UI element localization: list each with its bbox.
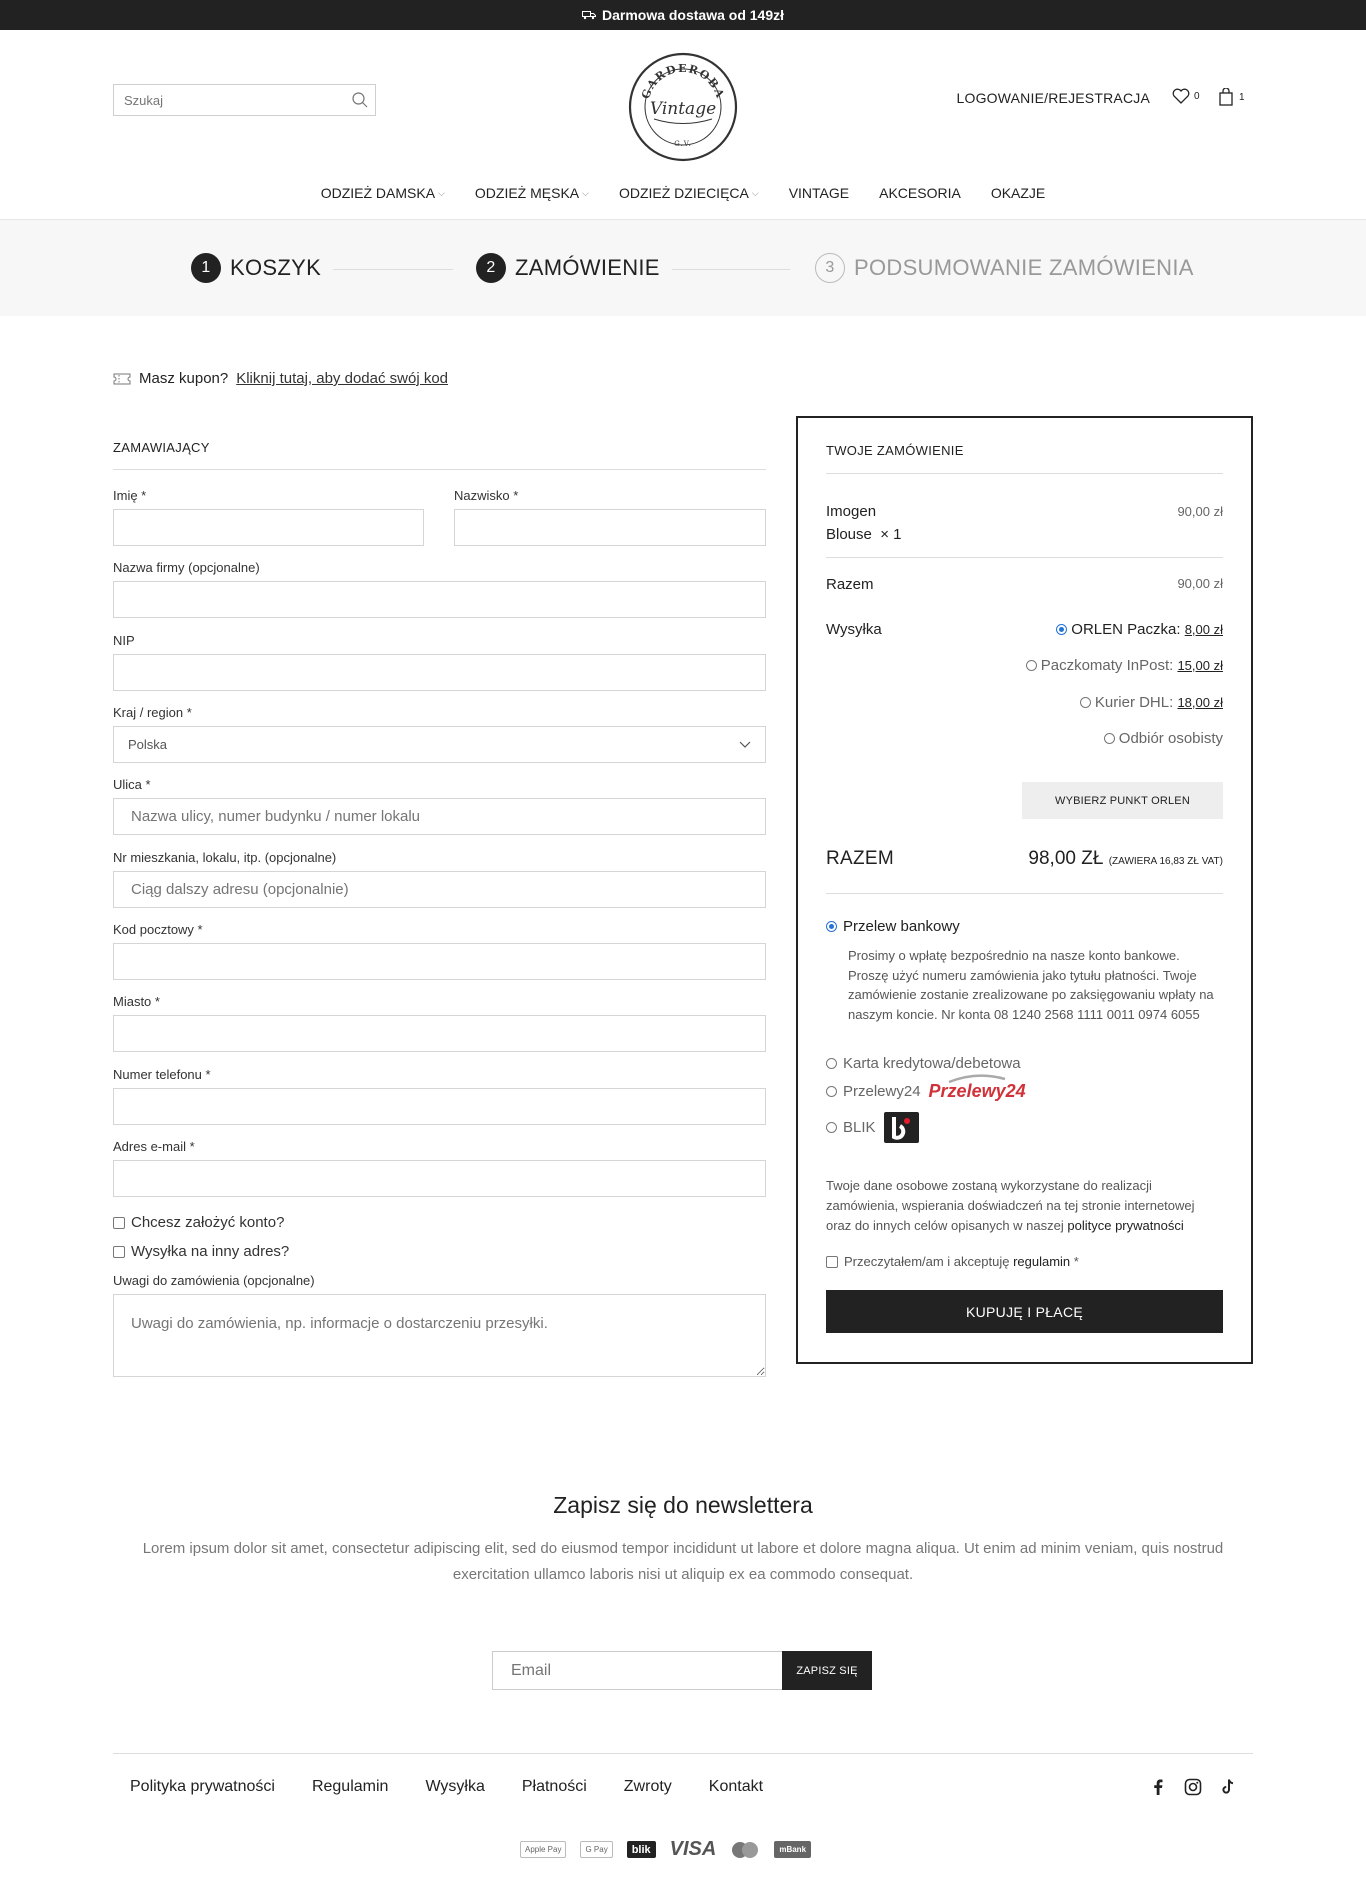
divider bbox=[826, 557, 1223, 558]
footer-divider bbox=[113, 1753, 1253, 1754]
cart-button[interactable] bbox=[1219, 88, 1245, 106]
privacy-policy-link[interactable]: polityce prywatności bbox=[1067, 1218, 1184, 1233]
instagram-icon[interactable] bbox=[1184, 1778, 1202, 1796]
checkout-steps bbox=[0, 220, 1366, 316]
radio[interactable] bbox=[826, 1058, 837, 1069]
country-select[interactable] bbox=[113, 726, 766, 763]
field-label: Numer telefonu * bbox=[113, 1067, 211, 1082]
search-icon[interactable] bbox=[345, 92, 375, 108]
subtotal-row bbox=[826, 576, 1223, 593]
field-label: Nazwisko * bbox=[454, 488, 519, 503]
field-label: Uwagi do zamówienia (opcjonalne) bbox=[113, 1273, 315, 1288]
apple-pay-icon: Apple Pay bbox=[520, 1841, 566, 1858]
logo-top-text: GARDEROBA bbox=[639, 61, 727, 101]
truck-icon bbox=[582, 10, 596, 20]
company-input[interactable] bbox=[113, 581, 766, 618]
newsletter-title: Zapisz się do newslettera bbox=[553, 1492, 813, 1518]
terms-link[interactable]: regulamin bbox=[1013, 1254, 1071, 1269]
nav-item-vintage[interactable]: VINTAGE bbox=[788, 185, 850, 201]
chevron-down-icon: ⌵ bbox=[751, 187, 759, 198]
create-account-checkbox[interactable] bbox=[113, 1214, 284, 1231]
cart-count: 1 bbox=[1239, 91, 1245, 103]
field-label: NIP bbox=[113, 633, 135, 648]
total-row bbox=[826, 848, 1223, 870]
postcode-input[interactable] bbox=[113, 943, 766, 980]
step-label: KOSZYK bbox=[230, 255, 322, 280]
mbank-icon: mBank bbox=[774, 1841, 811, 1858]
subtotal-label: Razem bbox=[826, 576, 874, 593]
company-field bbox=[113, 560, 766, 618]
subtotal-value: 90,00 zł bbox=[1177, 576, 1223, 591]
main-nav bbox=[0, 185, 1366, 201]
step-label: PODSUMOWANIE ZAMÓWIENIA bbox=[854, 255, 1194, 280]
step-divider bbox=[672, 269, 790, 270]
newsletter-text: Lorem ipsum dolor sit amet, consectetur adipiscing elit, sed do eiusmod tempor incididunt ut labore et dolore magna aliqua. Ut enim ad minim veniam, quis nostrud exercitation ullamco laboris nisi ut aliquip ex ea commodo consequat. bbox=[142, 1540, 1224, 1583]
nav-item-odziez-dziecieca[interactable]: ODZIEŻ DZIECIĘCA ⌵ bbox=[618, 185, 759, 201]
nip-field bbox=[113, 633, 766, 691]
last-name-input[interactable] bbox=[454, 509, 766, 546]
divider bbox=[826, 893, 1223, 894]
footer-link-shipping[interactable]: Wysyłka bbox=[425, 1778, 485, 1795]
payment-blik[interactable]: BLIK bbox=[826, 1112, 919, 1143]
product-qty: × 1 bbox=[880, 526, 902, 543]
footer-link-returns[interactable]: Zwroty bbox=[623, 1778, 672, 1795]
step-cart[interactable] bbox=[191, 253, 321, 283]
field-label: Kod pocztowy * bbox=[113, 922, 203, 937]
social-links bbox=[1150, 1778, 1236, 1796]
shipping-label: Wysyłka bbox=[826, 621, 882, 638]
nav-item-okazje[interactable]: OKAZJE bbox=[990, 185, 1046, 201]
place-order-button[interactable]: KUPUJĘ I PŁACĘ bbox=[826, 1290, 1223, 1333]
terms-checkbox[interactable]: Przeczytałem/am i akceptuję regulamin * bbox=[826, 1254, 1079, 1269]
shipping-option-inpost[interactable]: Paczkomaty InPost: 15,00 zł bbox=[1026, 657, 1223, 674]
total-value: 98,00 ZŁ bbox=[1028, 848, 1104, 869]
step-divider bbox=[333, 269, 453, 270]
country-value: Polska bbox=[128, 737, 168, 752]
blik-logo bbox=[884, 1112, 919, 1143]
order-item bbox=[826, 500, 1223, 546]
product-name-2: Blouse bbox=[826, 526, 872, 543]
payment-bank-transfer[interactable]: Przelew bankowy bbox=[826, 918, 960, 935]
product-name: Imogen bbox=[826, 503, 877, 520]
shipping-option-dhl[interactable]: Kurier DHL: 18,00 zł bbox=[1080, 694, 1223, 711]
step-number: 2 bbox=[476, 253, 506, 283]
shipping-banner bbox=[0, 0, 1366, 30]
radio-selected[interactable] bbox=[1056, 624, 1067, 635]
city-field bbox=[113, 994, 766, 1052]
login-register-link[interactable]: LOGOWANIE/REJESTRACJA bbox=[956, 90, 1150, 106]
search-box bbox=[113, 84, 376, 116]
phone-input[interactable] bbox=[113, 1088, 766, 1125]
payment-przelewy24[interactable]: Przelewy24 Przelewy24 bbox=[826, 1081, 1026, 1102]
field-label: Ulica * bbox=[113, 777, 151, 792]
site-header bbox=[0, 30, 1366, 220]
field-label: Imię * bbox=[113, 488, 147, 503]
step-summary bbox=[815, 253, 1194, 283]
google-pay-icon: G Pay bbox=[580, 1841, 612, 1858]
postcode-field bbox=[113, 922, 766, 980]
radio[interactable] bbox=[826, 1086, 837, 1097]
field-label: Nazwa firmy (opcjonalne) bbox=[113, 560, 260, 575]
shipping-option-pickup[interactable]: Odbiór osobisty bbox=[1104, 730, 1223, 747]
order-notes-field bbox=[113, 1273, 766, 1380]
ship-different-checkbox[interactable] bbox=[113, 1243, 289, 1260]
radio[interactable] bbox=[1104, 733, 1115, 744]
choose-orlen-point-button[interactable]: WYBIERZ PUNKT ORLEN bbox=[1022, 782, 1223, 819]
payment-methods bbox=[520, 1838, 811, 1861]
footer-link-terms[interactable]: Regulamin bbox=[311, 1778, 389, 1795]
footer-link-payments[interactable]: Płatności bbox=[521, 1778, 587, 1795]
radio[interactable] bbox=[1026, 660, 1037, 671]
checkbox-label: Wysyłka na inny adres? bbox=[131, 1243, 290, 1260]
przelewy24-logo: Przelewy24 bbox=[929, 1081, 1026, 1102]
privacy-notice: Twoje dane osobowe zostaną wykorzystane do realizacji zamówienia, wspierania doświadczeń na tej stronie internetowej oraz do innych celów opisanych w naszej polityce prywatności bbox=[826, 1178, 1195, 1233]
step-number: 1 bbox=[191, 253, 221, 283]
product-price: 90,00 zł bbox=[1177, 504, 1223, 519]
checkbox-label: Chcesz założyć konto? bbox=[131, 1214, 285, 1231]
newsletter-subscribe-button[interactable]: ZAPISZ SIĘ bbox=[782, 1651, 872, 1690]
order-title: TWOJE ZAMÓWIENIE bbox=[826, 443, 964, 458]
divider bbox=[826, 473, 1223, 474]
radio[interactable] bbox=[826, 1122, 837, 1133]
shopping-bag-icon bbox=[1219, 88, 1233, 106]
bank-transfer-description: Prosimy o wpłatę bezpośrednio na nasze konto bankowe. Proszę użyć numeru zamówienia jako tytułu płatności. Twoje zamówienie zostanie zrealizowane po zaksięgowaniu wpłaty na naszym koncie. Nr konta 08 1240 2568 1111 0011 0974 6055 bbox=[848, 948, 1214, 1022]
visa-icon: VISA bbox=[669, 1838, 717, 1860]
logo-bottom-text: G.V. bbox=[674, 140, 692, 148]
email-input[interactable] bbox=[113, 1160, 766, 1197]
nav-item-akcesoria[interactable]: AKCESORIA bbox=[879, 185, 961, 201]
email-field bbox=[113, 1139, 766, 1197]
wishlist-count: 0 bbox=[1194, 90, 1200, 102]
first-name-field bbox=[113, 488, 424, 546]
heart-icon bbox=[1172, 88, 1190, 104]
nip-input[interactable] bbox=[113, 654, 766, 691]
nav-item-odziez-meska[interactable]: ODZIEŻ MĘSKA ⌵ bbox=[474, 185, 589, 201]
newsletter-form bbox=[492, 1651, 872, 1690]
facebook-icon[interactable] bbox=[1150, 1778, 1166, 1796]
site-logo[interactable] bbox=[628, 52, 738, 162]
chevron-down-icon: ⌵ bbox=[438, 187, 445, 198]
radio[interactable] bbox=[1080, 697, 1091, 708]
tiktok-icon[interactable] bbox=[1220, 1778, 1236, 1796]
total-vat: (ZAWIERA 16,83 ZŁ VAT) bbox=[1108, 856, 1223, 867]
city-input[interactable] bbox=[113, 1015, 766, 1052]
street-input[interactable] bbox=[113, 798, 766, 835]
phone-field bbox=[113, 1067, 766, 1125]
field-label: Nr mieszkania, lokalu, itp. (opcjonalne) bbox=[113, 850, 337, 865]
step-number: 3 bbox=[815, 253, 845, 283]
street-field bbox=[113, 777, 766, 835]
chevron-down-icon: ⌵ bbox=[582, 187, 589, 198]
field-label: Adres e-mail * bbox=[113, 1139, 195, 1154]
shipping-option-orlen[interactable]: ORLEN Paczka: 8,00 zł bbox=[1056, 621, 1223, 638]
coupon-notice bbox=[113, 370, 448, 387]
blik-icon: blik bbox=[627, 1841, 656, 1858]
billing-title: ZAMAWIAJĄCY bbox=[113, 440, 766, 470]
step-label: ZAMÓWIENIE bbox=[515, 255, 660, 280]
first-name-input[interactable] bbox=[113, 509, 424, 546]
order-summary bbox=[796, 416, 1253, 1364]
ticket-icon bbox=[113, 373, 131, 385]
step-order bbox=[476, 253, 660, 283]
footer-links bbox=[130, 1778, 763, 1796]
mastercard-icon bbox=[730, 1841, 760, 1859]
newsletter-email-input[interactable] bbox=[492, 1651, 782, 1690]
order-notes-textarea[interactable] bbox=[113, 1294, 766, 1377]
logo-middle-text: Vintage bbox=[649, 99, 717, 119]
checkbox[interactable] bbox=[113, 1217, 125, 1229]
coupon-link[interactable]: Kliknij tutaj, aby dodać swój kod bbox=[236, 370, 448, 387]
search-input[interactable] bbox=[114, 85, 345, 115]
apartment-field bbox=[113, 850, 766, 908]
footer-link-privacy[interactable]: Polityka prywatności bbox=[130, 1778, 275, 1795]
coupon-question: Masz kupon? bbox=[139, 370, 229, 387]
nav-item-odziez-damska[interactable]: ODZIEŻ DAMSKA ⌵ bbox=[320, 185, 445, 201]
field-label: Miasto * bbox=[113, 994, 160, 1009]
checkbox[interactable] bbox=[113, 1246, 125, 1258]
shipping-banner-text: Darmowa dostawa od 149zł bbox=[601, 7, 785, 23]
checkbox[interactable] bbox=[826, 1256, 838, 1268]
last-name-field bbox=[454, 488, 766, 546]
chevron-down-icon bbox=[739, 741, 751, 749]
country-field bbox=[113, 705, 766, 763]
total-label: RAZEM bbox=[826, 848, 894, 869]
field-label: Kraj / region * bbox=[113, 705, 192, 720]
payment-card[interactable]: Karta kredytowa/debetowa bbox=[826, 1055, 1021, 1072]
billing-form bbox=[113, 440, 766, 1288]
wishlist-button[interactable] bbox=[1172, 88, 1200, 104]
apartment-input[interactable] bbox=[113, 871, 766, 908]
footer-link-contact[interactable]: Kontakt bbox=[708, 1778, 764, 1795]
radio-selected[interactable] bbox=[826, 921, 837, 932]
